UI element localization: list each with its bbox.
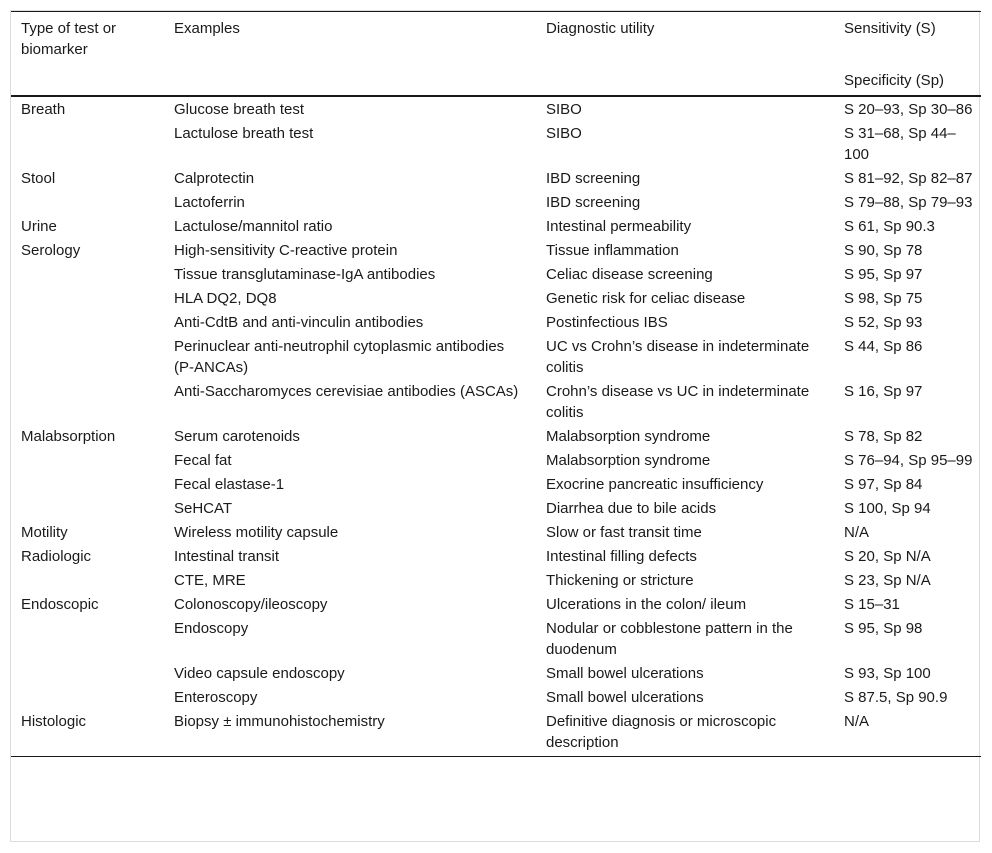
- cell-diagnostic-utility: Genetic risk for celiac disease: [546, 290, 746, 307]
- cell-diagnostic-utility: Intestinal filling defects: [546, 548, 697, 565]
- cell-test-type: [11, 685, 164, 709]
- cell-example: Colonoscopy/ileoscopy: [174, 596, 328, 613]
- table-row: [11, 262, 981, 286]
- table-row: [11, 568, 981, 592]
- cell-test-type: Endoscopic: [21, 596, 99, 613]
- cell-diagnostic-utility: UC vs Crohn’s disease in indeterminate colitis: [546, 338, 810, 376]
- cell-example: Serum carotenoids: [174, 428, 300, 445]
- header-type-label: Type of test or biomarker: [21, 20, 117, 58]
- header-sensitivity-label: Sensitivity (S): [844, 20, 936, 37]
- table-row: [11, 616, 981, 661]
- diagnostic-tests-table: [11, 11, 981, 757]
- cell-example: Perinuclear anti-neutrophil cytoplasmic antibodies (P-ANCAs): [174, 338, 505, 376]
- cell-diagnostic-utility: Tissue inflammation: [546, 242, 679, 259]
- table-row: [11, 661, 981, 685]
- cell-example: Endoscopy: [174, 620, 249, 637]
- cell-diagnostic-utility: SIBO: [546, 101, 582, 118]
- cell-sensitivity-specificity: S 95, Sp 98: [844, 620, 923, 637]
- cell-diagnostic-utility: Celiac disease screening: [546, 266, 713, 283]
- table-row: [11, 334, 981, 379]
- table-row: [11, 310, 981, 334]
- cell-diagnostic-utility: Malabsorption syndrome: [546, 452, 711, 469]
- table-row: [11, 190, 981, 214]
- cell-diagnostic-utility: Slow or fast transit time: [546, 524, 702, 541]
- cell-sensitivity-specificity: S 79–88, Sp 79–93: [844, 194, 973, 211]
- cell-example: Calprotectin: [174, 170, 255, 187]
- cell-test-type: Stool: [21, 170, 56, 187]
- cell-diagnostic-utility: Thickening or stricture: [546, 572, 694, 589]
- cell-sensitivity-specificity: S 100, Sp 94: [844, 500, 931, 517]
- cell-diagnostic-utility: Postinfectious IBS: [546, 314, 668, 331]
- table-row: [11, 121, 981, 166]
- cell-test-type: Histologic: [11, 709, 164, 757]
- header-utility: [536, 12, 834, 97]
- cell-example: Biopsy ± immunohistochemistry: [164, 709, 536, 757]
- table-row: [11, 709, 981, 757]
- cell-sensitivity-specificity: S 87.5, Sp 90.9: [844, 689, 948, 706]
- cell-example: Fecal fat: [174, 452, 232, 469]
- table-row: [11, 286, 981, 310]
- table-row: [11, 472, 981, 496]
- table-row: [11, 238, 981, 262]
- cell-example: SeHCAT: [174, 500, 233, 517]
- cell-diagnostic-utility: Small bowel ulcerations: [546, 689, 704, 706]
- table-row: [11, 424, 981, 448]
- cell-sensitivity-specificity: S 90, Sp 78: [844, 242, 923, 259]
- cell-sensitivity-specificity: S 78, Sp 82: [844, 428, 923, 445]
- table-header-row: [11, 12, 981, 97]
- cell-test-type: [11, 472, 164, 496]
- cell-test-type: Malabsorption: [21, 428, 116, 445]
- cell-test-type: [11, 334, 164, 379]
- table-row: [11, 379, 981, 424]
- cell-test-type: [11, 661, 164, 685]
- table-row: [11, 685, 981, 709]
- cell-diagnostic-utility: Malabsorption syndrome: [546, 428, 711, 445]
- cell-sensitivity-specificity: S 97, Sp 84: [844, 476, 923, 493]
- cell-sensitivity-specificity: S 15–31: [844, 596, 900, 613]
- cell-diagnostic-utility: Crohn’s disease vs UC in indeterminate colitis: [546, 383, 810, 421]
- cell-sensitivity-specificity: S 76–94, Sp 95–99: [844, 452, 973, 469]
- cell-example: Enteroscopy: [174, 689, 258, 706]
- cell-sensitivity-specificity: S 93, Sp 100: [844, 665, 931, 682]
- cell-diagnostic-utility: SIBO: [546, 125, 582, 142]
- cell-sensitivity-specificity: S 16, Sp 97: [844, 383, 923, 400]
- cell-example: Fecal elastase-1: [174, 476, 285, 493]
- table-row: [11, 96, 981, 121]
- header-utility-label: Diagnostic utility: [546, 20, 655, 37]
- table-row: [11, 166, 981, 190]
- cell-example: High-sensitivity C-reactive protein: [174, 242, 398, 259]
- cell-sensitivity-specificity: S 20, Sp N/A: [844, 548, 931, 565]
- cell-example: Anti-Saccharomyces cerevisiae antibodies (ASCAs): [174, 383, 519, 400]
- cell-test-type: Serology: [21, 242, 81, 259]
- cell-test-type: [11, 310, 164, 334]
- cell-example: HLA DQ2, DQ8: [174, 290, 277, 307]
- cell-example: Glucose breath test: [174, 101, 305, 118]
- cell-example: Intestinal transit: [174, 548, 280, 565]
- header-examples-label: Examples: [174, 20, 240, 37]
- cell-diagnostic-utility: IBD screening: [546, 170, 641, 187]
- table-row: [11, 496, 981, 520]
- cell-test-type: [11, 262, 164, 286]
- cell-example: Anti-CdtB and anti-vinculin antibodies: [174, 314, 424, 331]
- cell-diagnostic-utility: Nodular or cobblestone pattern in the duodenum: [546, 620, 793, 658]
- cell-sensitivity-specificity: S 44, Sp 86: [844, 338, 923, 355]
- cell-sensitivity-specificity: N/A: [844, 524, 870, 541]
- cell-example: Lactulose/mannitol ratio: [174, 218, 333, 235]
- cell-sensitivity-specificity: S 52, Sp 93: [844, 314, 923, 331]
- cell-test-type: Motility: [21, 524, 68, 541]
- cell-test-type: [11, 448, 164, 472]
- cell-example: CTE, MRE: [174, 572, 246, 589]
- table-row: [11, 544, 981, 568]
- cell-example: Lactulose breath test: [174, 125, 314, 142]
- cell-sensitivity-specificity: N/A: [834, 709, 981, 757]
- table-row: [11, 592, 981, 616]
- cell-sensitivity-specificity: S 81–92, Sp 82–87: [844, 170, 973, 187]
- cell-diagnostic-utility: Small bowel ulcerations: [546, 665, 704, 682]
- table-frame: [10, 10, 980, 842]
- cell-diagnostic-utility: Exocrine pancreatic insufficiency: [546, 476, 764, 493]
- cell-sensitivity-specificity: S 31–68, Sp 44–100: [844, 125, 956, 163]
- cell-test-type: [11, 121, 164, 166]
- cell-test-type: [11, 496, 164, 520]
- cell-diagnostic-utility: Diarrhea due to bile acids: [546, 500, 717, 517]
- table-body: [11, 96, 981, 757]
- cell-test-type: [11, 616, 164, 661]
- table-row: [11, 448, 981, 472]
- cell-test-type: [11, 286, 164, 310]
- cell-sensitivity-specificity: S 95, Sp 97: [844, 266, 923, 283]
- cell-example: Wireless motility capsule: [174, 524, 339, 541]
- cell-test-type: Breath: [21, 101, 66, 118]
- cell-test-type: Radiologic: [21, 548, 92, 565]
- cell-example: Tissue transglutaminase-IgA antibodies: [174, 266, 436, 283]
- cell-diagnostic-utility: Intestinal permeability: [546, 218, 692, 235]
- cell-test-type: Urine: [21, 218, 57, 235]
- header-specificity-label: Specificity (Sp): [844, 72, 945, 89]
- cell-diagnostic-utility: IBD screening: [546, 194, 641, 211]
- header-type: [11, 12, 164, 97]
- cell-test-type: [11, 379, 164, 424]
- header-examples: [164, 12, 536, 97]
- cell-sensitivity-specificity: S 61, Sp 90.3: [844, 218, 935, 235]
- cell-example: Lactoferrin: [174, 194, 245, 211]
- cell-sensitivity-specificity: S 23, Sp N/A: [844, 572, 931, 589]
- cell-test-type: [11, 568, 164, 592]
- cell-diagnostic-utility: Ulcerations in the colon/ ileum: [546, 596, 747, 613]
- cell-diagnostic-utility: Definitive diagnosis or microscopic description: [536, 709, 834, 757]
- table-row: [11, 214, 981, 238]
- cell-test-type: [11, 190, 164, 214]
- cell-sensitivity-specificity: S 20–93, Sp 30–86: [844, 101, 973, 118]
- header-sensitivity-specificity: [834, 12, 981, 97]
- cell-sensitivity-specificity: S 98, Sp 75: [844, 290, 923, 307]
- table-row: [11, 520, 981, 544]
- cell-example: Video capsule endoscopy: [174, 665, 345, 682]
